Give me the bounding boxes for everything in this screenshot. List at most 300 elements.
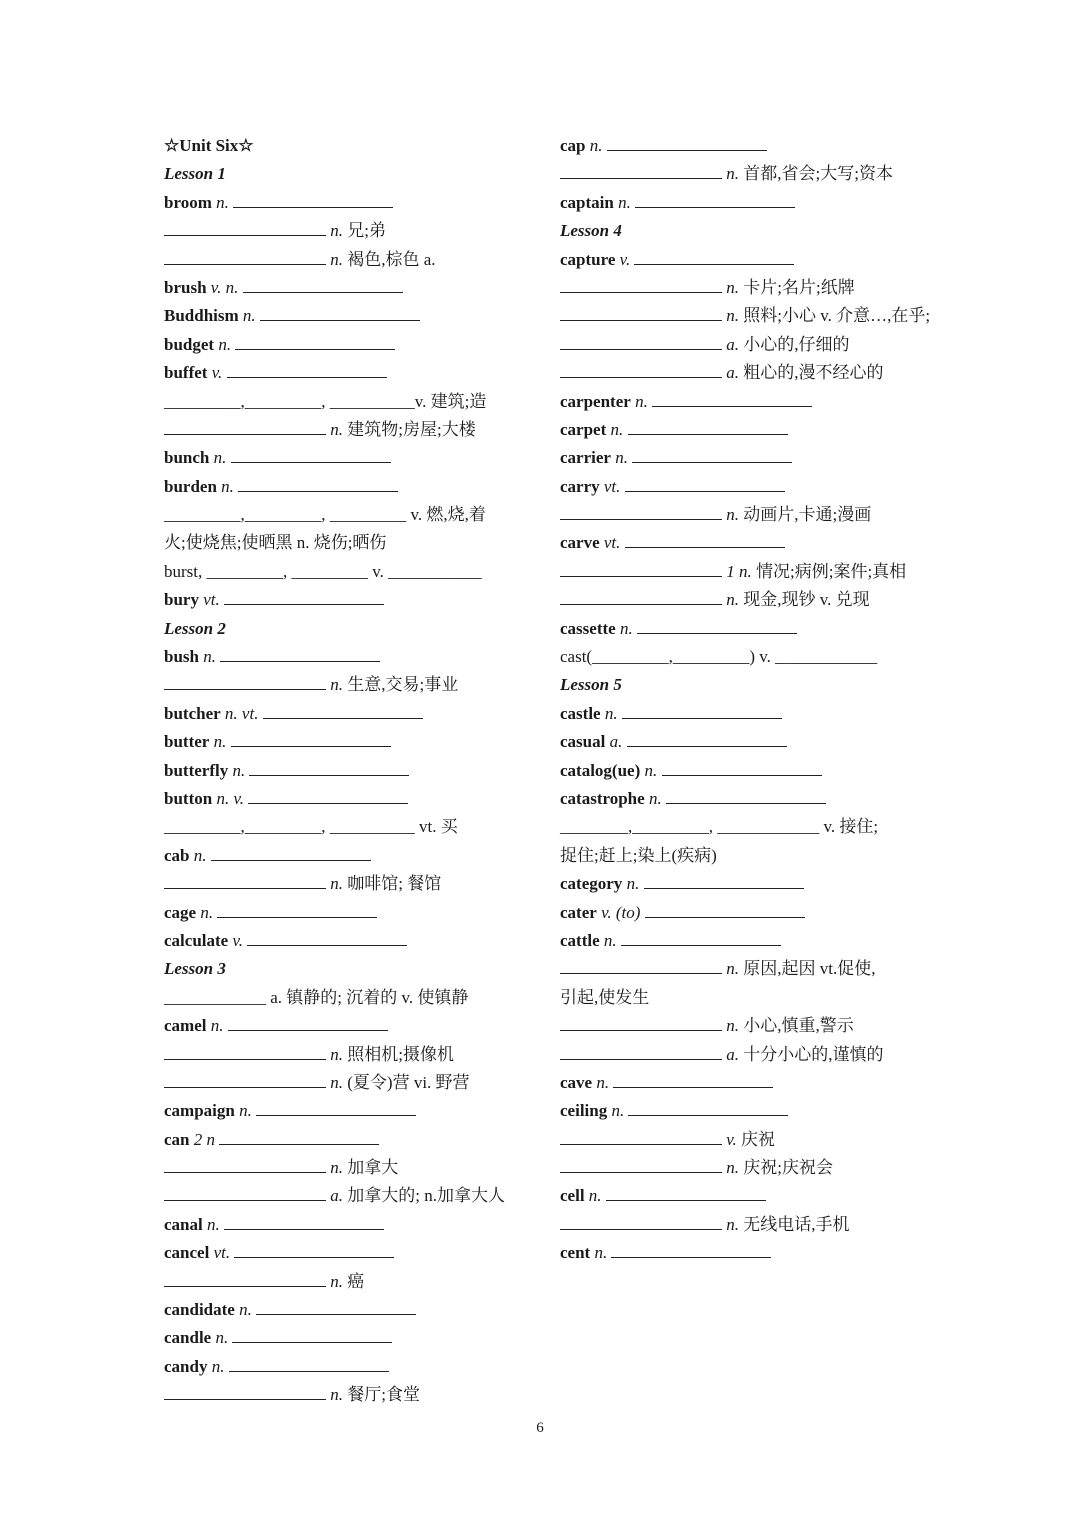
- definition-text: 无线电话,手机: [743, 1214, 850, 1234]
- answer-blank: [625, 529, 785, 548]
- part-of-speech: n.: [200, 902, 214, 922]
- vocab-entry: [560, 927, 940, 955]
- line-text: burst, _________, _________ v. ___________: [164, 561, 482, 581]
- answer-blank: [224, 1211, 384, 1230]
- part-of-speech: vt.: [213, 1243, 231, 1263]
- answer-blank: [560, 1211, 722, 1230]
- answer-blank: [260, 302, 420, 321]
- vocab-entry: [560, 870, 940, 898]
- answer-blank: [164, 246, 326, 265]
- answer-blank: [613, 1069, 773, 1088]
- page-number: 6: [536, 1420, 544, 1436]
- part-of-speech: n.: [330, 1271, 343, 1291]
- answer-blank: [234, 1239, 394, 1258]
- lesson-title: Lesson 5: [560, 675, 622, 695]
- answer-blank: [621, 927, 781, 946]
- part-of-speech: n.: [213, 732, 227, 752]
- answer-blank: [628, 416, 788, 435]
- vocab-entry: [560, 785, 940, 813]
- vocab-entry: [164, 899, 544, 927]
- part-of-speech: n.: [726, 590, 739, 610]
- definition-text: 餐厅;食堂: [347, 1385, 420, 1405]
- vocab-definition: [560, 274, 940, 302]
- definition-text: 建筑物;房屋;大楼: [347, 419, 476, 439]
- answer-blank: [249, 757, 409, 776]
- vocab-word: candidate: [164, 1300, 235, 1320]
- vocab-definition: [164, 1381, 544, 1409]
- part-of-speech: n.: [239, 1101, 252, 1121]
- vocab-word: catalog(ue): [560, 760, 641, 780]
- answer-blank: [232, 1324, 392, 1343]
- vocab-entry: [164, 728, 544, 756]
- answer-blank: [247, 927, 407, 946]
- part-of-speech: n.: [330, 1158, 343, 1178]
- answer-blank: [231, 728, 391, 747]
- vocab-text-line: [164, 529, 544, 557]
- vocab-definition: [560, 955, 940, 983]
- vocab-entry: [164, 1296, 544, 1324]
- answer-blank: [560, 359, 722, 378]
- vocab-definition: [164, 1268, 544, 1296]
- vocab-entry: [560, 444, 940, 472]
- answer-blank: [256, 1296, 416, 1315]
- definition-text: (夏令)营 vi. 野营: [347, 1072, 470, 1092]
- part-of-speech: n.: [330, 221, 343, 241]
- vocab-entry: [164, 331, 544, 359]
- vocab-text-line: [164, 558, 544, 586]
- vocab-entry: [164, 1353, 544, 1381]
- vocab-word: catastrophe: [560, 788, 645, 808]
- vocab-entry: [560, 473, 940, 501]
- vocab-word: cent: [560, 1243, 591, 1263]
- vocab-entry: [560, 615, 940, 643]
- answer-blank: [611, 1239, 771, 1258]
- vocab-definition: [164, 1041, 544, 1069]
- answer-blank: [607, 132, 767, 151]
- part-of-speech: 2 n: [193, 1129, 215, 1149]
- vocab-word: bunch: [164, 448, 210, 468]
- answer-blank: [217, 899, 377, 918]
- vocab-definition: [560, 1041, 940, 1069]
- part-of-speech: n.: [330, 1044, 343, 1064]
- vocab-definition: [560, 160, 940, 188]
- definition-text: 咖啡馆; 餐馆: [347, 874, 442, 894]
- answer-blank: [560, 1012, 722, 1031]
- vocab-entry: [560, 1239, 940, 1267]
- vocab-definition: [164, 246, 544, 274]
- definition-text: 生意,交易;事业: [347, 675, 459, 695]
- answer-blank: [228, 1012, 388, 1031]
- definition-text: 照相机;摄像机: [347, 1044, 454, 1064]
- vocab-entry: [560, 416, 940, 444]
- answer-blank: [560, 1126, 722, 1145]
- part-of-speech: n.: [644, 760, 658, 780]
- vocab-entry: [560, 1182, 940, 1210]
- part-of-speech: n.: [626, 874, 640, 894]
- answer-blank: [625, 473, 785, 492]
- vocab-text-line: [560, 842, 940, 870]
- part-of-speech: n.: [589, 136, 603, 155]
- part-of-speech: n.: [604, 703, 618, 723]
- definition-text: 褐色,棕色 a.: [347, 249, 436, 269]
- lesson-title: Lesson 3: [164, 959, 226, 979]
- part-of-speech: v.: [211, 363, 223, 383]
- vocab-entry: [560, 1069, 940, 1097]
- vocab-entry: [560, 700, 940, 728]
- vocab-word: ceiling: [560, 1101, 608, 1121]
- answer-blank: [224, 586, 384, 605]
- vocab-word: cage: [164, 902, 197, 922]
- vocab-entry: [164, 1126, 544, 1154]
- vocab-word: burden: [164, 476, 217, 496]
- vocab-definition: [560, 1211, 940, 1239]
- vocab-word: budget: [164, 334, 215, 354]
- answer-blank: [164, 1069, 326, 1088]
- answer-blank: [644, 870, 804, 889]
- vocab-word: cassette: [560, 618, 616, 638]
- vocab-word: button: [164, 788, 213, 808]
- part-of-speech: n.: [726, 1016, 739, 1036]
- line-text: 引起,使发生: [560, 987, 650, 1007]
- vocab-entry: [164, 302, 544, 330]
- definition-text: 现金,现钞 v. 兑现: [743, 590, 870, 610]
- vocab-entry: [164, 1324, 544, 1352]
- lesson-heading: [164, 615, 544, 643]
- answer-blank: [560, 302, 722, 321]
- vocab-entry: [560, 132, 940, 160]
- part-of-speech: v.: [232, 930, 243, 950]
- vocab-word: carpet: [560, 419, 607, 439]
- vocab-entry: [164, 785, 544, 813]
- vocab-definition: [560, 1126, 940, 1154]
- part-of-speech: a.: [330, 1186, 343, 1206]
- answer-blank: [263, 700, 423, 719]
- vocab-text-line: [164, 984, 544, 1012]
- line-text: 捉住;赶上;染上(疾病): [560, 845, 717, 865]
- part-of-speech: n.: [215, 1328, 229, 1348]
- part-of-speech: n.: [611, 1101, 625, 1121]
- definition-text: 庆祝: [741, 1129, 776, 1149]
- answer-blank: [235, 331, 395, 350]
- line-text: ________,_________, ____________ v. 接住;: [560, 817, 879, 837]
- vocab-entry: [560, 1097, 940, 1125]
- definition-text: 庆祝;庆祝会: [743, 1158, 833, 1178]
- vocab-entry: [560, 246, 940, 274]
- answer-blank: [637, 615, 797, 634]
- vocab-entry: [560, 757, 940, 785]
- answer-blank: [231, 444, 391, 463]
- vocab-entry: [560, 529, 940, 557]
- vocab-entry: [164, 757, 544, 785]
- vocab-word: camel: [164, 1016, 207, 1036]
- part-of-speech: n.: [596, 1072, 610, 1092]
- vocab-word: butcher: [164, 703, 221, 723]
- vocab-entry: [164, 1012, 544, 1040]
- vocab-word: carrier: [560, 448, 611, 468]
- vocab-word: cave: [560, 1072, 593, 1092]
- part-of-speech: vt.: [603, 533, 621, 553]
- answer-blank: [219, 1126, 379, 1145]
- vocab-entry: [164, 473, 544, 501]
- lesson-heading: [164, 955, 544, 983]
- part-of-speech: n.: [726, 1158, 739, 1178]
- vocab-word: carry: [560, 476, 600, 496]
- answer-blank: [560, 501, 722, 520]
- vocab-word: cap: [560, 136, 586, 155]
- part-of-speech: v. (to): [601, 902, 641, 922]
- part-of-speech: n.: [726, 959, 739, 979]
- definition-text: 粗心的,漫不经心的: [743, 363, 884, 383]
- part-of-speech: n.: [635, 391, 648, 411]
- lesson-title: Lesson 1: [164, 164, 226, 184]
- answer-blank: [606, 1182, 766, 1201]
- answer-blank: [560, 1041, 722, 1060]
- vocab-word: brush: [164, 277, 207, 297]
- part-of-speech: n.: [330, 874, 343, 894]
- part-of-speech: n.: [216, 192, 229, 212]
- right-column: [560, 132, 940, 1268]
- answer-blank: [243, 274, 403, 293]
- answer-blank: [164, 1381, 326, 1400]
- answer-blank: [560, 331, 722, 350]
- answer-blank: [634, 246, 794, 265]
- vocab-word: cater: [560, 902, 597, 922]
- part-of-speech: v. n.: [210, 277, 239, 297]
- answer-blank: [635, 189, 795, 208]
- part-of-speech: n.: [242, 306, 256, 326]
- part-of-speech: n.: [210, 1016, 224, 1036]
- vocab-entry: [164, 927, 544, 955]
- vocab-entry: [164, 586, 544, 614]
- answer-blank: [227, 359, 387, 378]
- vocab-word: bury: [164, 590, 199, 610]
- vocab-definition: [164, 217, 544, 245]
- vocab-definition: [164, 416, 544, 444]
- answer-blank: [248, 785, 408, 804]
- part-of-speech: n.: [206, 1214, 220, 1234]
- vocab-definition: [164, 1069, 544, 1097]
- part-of-speech: n.: [218, 334, 232, 354]
- part-of-speech: a.: [609, 732, 623, 752]
- vocab-definition: [560, 501, 940, 529]
- answer-blank: [560, 558, 722, 577]
- line-text: cast(_________,_________) v. ____________: [560, 647, 878, 667]
- vocab-word: casual: [560, 732, 606, 752]
- vocab-text-line: [164, 388, 544, 416]
- vocab-word: candle: [164, 1328, 212, 1348]
- part-of-speech: n.: [232, 760, 246, 780]
- vocab-text-line: [164, 813, 544, 841]
- vocab-word: butter: [164, 732, 210, 752]
- definition-text: 加拿大的; n.加拿大人: [347, 1186, 505, 1206]
- part-of-speech: n.: [726, 164, 739, 184]
- definition-text: 原因,起因 vt.促使,: [743, 959, 876, 979]
- answer-blank: [211, 842, 371, 861]
- part-of-speech: n.: [603, 930, 617, 950]
- part-of-speech: n.: [726, 277, 739, 297]
- part-of-speech: n.: [221, 476, 234, 496]
- answer-blank: [164, 1041, 326, 1060]
- answer-blank: [164, 1268, 326, 1287]
- vocab-word: can: [164, 1129, 190, 1149]
- vocab-entry: [164, 1097, 544, 1125]
- unit-title: [164, 132, 544, 160]
- part-of-speech: a.: [726, 334, 739, 354]
- part-of-speech: n.: [193, 845, 207, 865]
- definition-text: 小心,慎重,警示: [743, 1016, 854, 1036]
- part-of-speech: n.: [213, 448, 227, 468]
- answer-blank: [662, 757, 822, 776]
- part-of-speech: n.: [726, 1214, 739, 1234]
- answer-blank: [233, 189, 393, 208]
- answer-blank: [632, 444, 792, 463]
- vocab-entry: [164, 1239, 544, 1267]
- vocab-entry: [164, 189, 544, 217]
- part-of-speech: a.: [726, 363, 739, 383]
- answer-blank: [220, 643, 380, 662]
- part-of-speech: n. vt.: [224, 703, 259, 723]
- vocab-word: carve: [560, 533, 600, 553]
- part-of-speech: n. v.: [216, 788, 244, 808]
- part-of-speech: n.: [211, 1356, 225, 1376]
- vocab-entry: [560, 189, 940, 217]
- vocab-entry: [164, 1211, 544, 1239]
- answer-blank: [256, 1097, 416, 1116]
- vocab-definition: [560, 1012, 940, 1040]
- definition-text: 小心的,仔细的: [743, 334, 850, 354]
- part-of-speech: v.: [726, 1129, 737, 1149]
- vocab-word: calculate: [164, 930, 229, 950]
- line-text: _________,_________, _________ v. 燃,烧,着: [164, 505, 486, 525]
- vocab-entry: [560, 728, 940, 756]
- vocab-text-line: [560, 643, 940, 671]
- answer-blank: [560, 160, 722, 179]
- part-of-speech: n.: [239, 1300, 252, 1320]
- lesson-title: Lesson 2: [164, 618, 226, 638]
- vocab-definition: [560, 359, 940, 387]
- vocab-definition: [560, 586, 940, 614]
- vocab-word: buffet: [164, 363, 208, 383]
- vocab-entry: [164, 643, 544, 671]
- line-text: ____________ a. 镇静的; 沉着的 v. 使镇静: [164, 987, 469, 1007]
- answer-blank: [238, 473, 398, 492]
- vocab-word: butterfly: [164, 760, 229, 780]
- answer-blank: [627, 728, 787, 747]
- vocab-entry: [164, 444, 544, 472]
- vocab-text-line: [560, 984, 940, 1012]
- definition-text: 加拿大: [347, 1158, 399, 1178]
- definition-text: 卡片;名片;纸牌: [743, 277, 855, 297]
- definition-text: 兄;弟: [347, 221, 386, 241]
- line-text: _________,_________, __________v. 建筑;造: [164, 391, 487, 411]
- vocab-word: campaign: [164, 1101, 235, 1121]
- line-text: 火;使烧焦;使晒黑 n. 烧伤;晒伤: [164, 533, 387, 553]
- part-of-speech: n.: [594, 1243, 608, 1263]
- part-of-speech: n.: [330, 419, 343, 439]
- answer-blank: [164, 1154, 326, 1173]
- vocab-definition: [560, 558, 940, 586]
- vocab-word: cell: [560, 1186, 585, 1206]
- vocab-word: cattle: [560, 930, 600, 950]
- part-of-speech: a.: [726, 1044, 739, 1064]
- vocab-entry: [164, 842, 544, 870]
- vocab-entry: [164, 700, 544, 728]
- vocab-entry: [560, 899, 940, 927]
- vocab-word: broom: [164, 192, 212, 212]
- part-of-speech: n.: [618, 192, 631, 212]
- vocab-definition: [164, 671, 544, 699]
- lesson-heading: [560, 671, 940, 699]
- vocab-entry: [164, 274, 544, 302]
- definition-text: 情况;病例;案件;真相: [756, 561, 907, 581]
- vocab-definition: [560, 331, 940, 359]
- vocab-text-line: [164, 501, 544, 529]
- part-of-speech: vt.: [603, 476, 621, 496]
- vocab-definition: [164, 1154, 544, 1182]
- vocab-word: canal: [164, 1214, 203, 1234]
- vocab-word: Buddhism: [164, 306, 239, 326]
- vocab-word: candy: [164, 1356, 208, 1376]
- vocab-word: captain: [560, 192, 614, 212]
- part-of-speech: n.: [330, 675, 343, 695]
- answer-blank: [560, 955, 722, 974]
- answer-blank: [164, 671, 326, 690]
- part-of-speech: n.: [615, 448, 628, 468]
- answer-blank: [560, 1154, 722, 1173]
- answer-blank: [622, 700, 782, 719]
- answer-blank: [560, 274, 722, 293]
- vocab-entry: [164, 359, 544, 387]
- left-column: [164, 132, 544, 1410]
- part-of-speech: n.: [726, 505, 739, 525]
- answer-blank: [164, 217, 326, 236]
- answer-blank: [164, 870, 326, 889]
- part-of-speech: n.: [648, 788, 662, 808]
- lesson-title: Lesson 4: [560, 221, 622, 241]
- vocab-word: category: [560, 874, 623, 894]
- vocab-word: cab: [164, 845, 190, 865]
- vocab-definition: [560, 1154, 940, 1182]
- vocab-word: bush: [164, 647, 199, 667]
- answer-blank: [652, 388, 812, 407]
- vocab-definition: [164, 870, 544, 898]
- vocab-word: carpenter: [560, 391, 631, 411]
- part-of-speech: n.: [330, 1072, 343, 1092]
- answer-blank: [229, 1353, 389, 1372]
- lesson-heading: [560, 217, 940, 245]
- vocab-entry: [560, 388, 940, 416]
- definition-text: 照料;小心 v. 介意…,在乎;: [743, 306, 931, 326]
- part-of-speech: n.: [330, 249, 343, 269]
- part-of-speech: n.: [203, 647, 216, 667]
- definition-text: 癌: [347, 1271, 365, 1291]
- part-of-speech: n.: [619, 618, 633, 638]
- unit-title-text: ☆Unit Six☆: [164, 136, 254, 155]
- definition-text: 十分小心的,谨慎的: [743, 1044, 884, 1064]
- definition-text: 首都,省会;大写;资本: [743, 164, 893, 184]
- part-of-speech: vt.: [203, 590, 220, 610]
- definition-text: 动画片,卡通;漫画: [743, 505, 872, 525]
- part-of-speech: n.: [610, 419, 624, 439]
- vocab-word: capture: [560, 249, 616, 269]
- vocab-word: cancel: [164, 1243, 210, 1263]
- vocab-definition: [560, 302, 940, 330]
- part-of-speech: n.: [330, 1385, 343, 1405]
- answer-blank: [164, 416, 326, 435]
- vocab-definition: [164, 1182, 544, 1210]
- part-of-speech: v.: [619, 249, 631, 269]
- part-of-speech: n.: [726, 306, 739, 326]
